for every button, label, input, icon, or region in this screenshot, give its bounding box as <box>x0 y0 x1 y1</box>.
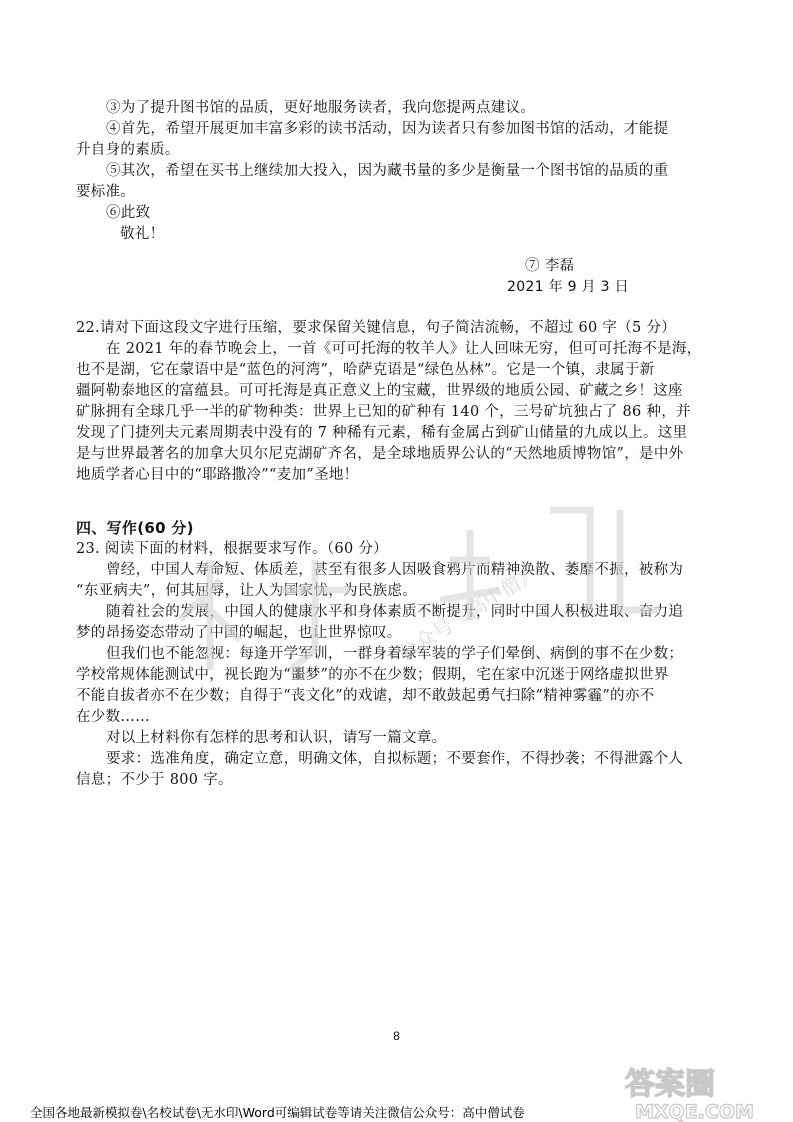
q23-line: 要求：选准角度，确定立意，明确文体，自拟标题；不要套作，不得抄袭；不得泄露个人 <box>106 751 684 767</box>
q23-line: 不能自拔者亦不在少数；自得于“丧文化”的戏谑，却不敢鼓起勇气扫除“精神雾霾”的亦不 <box>76 688 655 704</box>
q22-line: 疆阿勒泰地区的富蕴县。可可托海是真正意义上的宝藏，世界级的地质公园、矿藏之乡！这座 <box>76 383 683 399</box>
q23-line: 对以上材料你有怎样的思考和认识，请写一篇文章。 <box>106 730 447 746</box>
q22-line: 矿脉拥有全球几乎一半的矿物种类：世界上已知的矿种有 140 个，三号矿坑独占了 86 种，并 <box>76 404 691 420</box>
q22-line: 地质学者心目中的“耶路撒冷”“麦加”圣地！ <box>76 467 359 483</box>
q23-line: 信息；不少于 800 字。 <box>76 772 233 788</box>
site-logo <box>615 1060 790 1122</box>
footer-notice: 全国各地最新模拟卷\名校试卷\无水印\Word可编辑试卷等请关注微信公众号：高中僧试卷 <box>30 1105 525 1120</box>
question-22-prompt: 22.请对下面这段文字进行压缩，要求保留关键信息，句子简洁流畅，不超过 60 字（5 分） <box>76 320 677 336</box>
q23-line: 随着社会的发展，中国人的健康水平和身体素质不断提升，同时中国人积极进取、奋力追 <box>106 604 684 620</box>
q23-line: 学校常规体能测试中，视长跑为“噩梦”的亦不在少数；假期，宅在家中沉迷于网络虚拟世界 <box>76 667 669 683</box>
letter-paragraph-4: ④首先，希望开展更加丰富多彩的读书活动，因为读者只有参加图书馆的活动，才能提 <box>106 121 669 137</box>
question-23-prompt: 23. 阅读下面的材料，根据要求写作。（60 分） <box>76 541 388 557</box>
letter-salute: 敬礼！ <box>120 226 165 242</box>
logo-text: 答案圈 <box>625 1067 715 1102</box>
page-number: 8 <box>393 1029 400 1043</box>
letter-signature: ⑦ 李磊 <box>525 258 575 274</box>
q22-line: 在 2021 年的春节晚会上，一首《可可托海的牧羊人》让人回味无穷，但可可托海不是海， <box>106 341 702 357</box>
q23-line: 但我们也不能忽视：每逢开学军训，一群身着绿军装的学子们晕倒、病倒的事不在少数； <box>106 646 684 662</box>
letter-paragraph-4-cont: 升自身的素质。 <box>76 142 180 158</box>
letter-paragraph-5: ⑤其次，希望在买书上继续加大投入，因为藏书量的多少是衡量一个图书馆的品质的重 <box>106 163 669 179</box>
logo-url: MXQE.COM <box>635 1101 754 1122</box>
section-heading: 四、写作(60 分) <box>76 519 194 537</box>
letter-date: 2021 年 9 月 3 日 <box>507 279 629 295</box>
watermark-text: 公众号《高中僧》 <box>393 560 543 666</box>
q23-line: “东亚病夫”，何其屈辱，让人为国家忧，为民族虑。 <box>76 583 418 599</box>
q23-line: 梦的昂扬姿态带动了中国的崛起，也让世界惊叹。 <box>76 625 402 641</box>
letter-closing: ⑥此致 <box>106 205 151 221</box>
q22-line: 发现了门捷列夫元素周期表中没有的 7 种稀有元素，稀有金属占到矿山储量的九成以上。这里 <box>76 425 688 441</box>
letter-paragraph-3: ③为了提升图书馆的品质，更好地服务读者，我向您提两点建议。 <box>106 100 536 116</box>
q22-line: 也不是湖，它在蒙语中是“蓝色的河湾”，哈萨克语是“绿色丛林”。它是一个镇，隶属于新 <box>76 362 655 378</box>
q23-line: 在少数…… <box>76 709 150 725</box>
q23-line: 曾经，中国人寿命短、体质差，甚至有很多人因吸食鸦片而精神涣散、萎靡不振，被称为 <box>106 562 684 578</box>
q22-line: 是与世界最著名的加拿大贝尔尼克湖矿齐名，是全球地质界公认的“天然地质博物馆”，是中外 <box>76 446 684 462</box>
letter-paragraph-5-cont: 要标准。 <box>76 184 136 200</box>
